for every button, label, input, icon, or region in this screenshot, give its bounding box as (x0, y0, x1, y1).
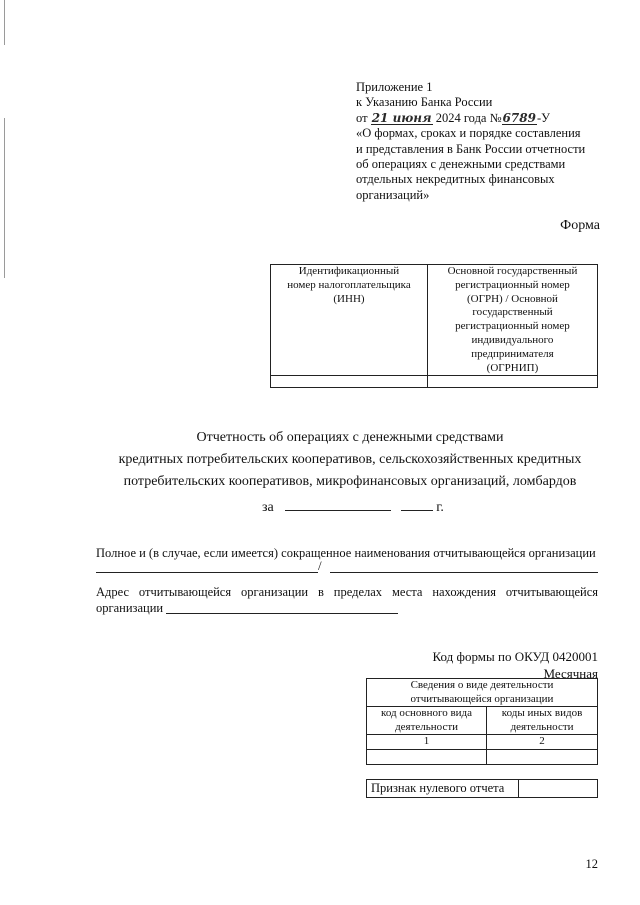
activity-header-cell (367, 679, 598, 707)
handwritten-number: 6789 (502, 110, 536, 125)
period-year-field[interactable] (401, 496, 433, 511)
other-activity-codes-header (487, 707, 598, 735)
address-label: Адрес отчитывающейся организации в пределах места нахождения отчитывающейся организации (96, 585, 598, 615)
org-name-label: Полное и (в случае, если имеется) сокращенное наименования отчитывающейся организации (96, 546, 596, 560)
inn-header-cell (271, 265, 428, 376)
id-table (270, 264, 598, 388)
zero-report-value-cell[interactable] (519, 780, 598, 798)
ogrn-header-line: индивидуального (471, 333, 554, 346)
column-number-2: 2 (487, 735, 598, 750)
ogrn-header-line: (ОГРН) / Основной (467, 292, 558, 305)
org-short-name-field[interactable] (330, 572, 598, 573)
scan-edge-mark (4, 0, 5, 45)
zero-report-label: Признак нулевого отчета (367, 780, 519, 798)
org-full-name-field[interactable] (96, 572, 318, 573)
page-number: 12 (585, 857, 598, 871)
inn-header-line: номер налогоплательщика (287, 278, 411, 291)
ogrn-header-line: (ОГРНИП) (486, 361, 539, 374)
report-title (60, 427, 640, 493)
other-activity-codes-cell[interactable] (487, 749, 598, 764)
ogrn-header-line: Основной государственный (447, 265, 578, 277)
annex-from: от (356, 110, 368, 125)
main-activity-code-header (367, 707, 487, 735)
period-month-field[interactable] (285, 496, 391, 511)
scan-edge-mark (4, 118, 5, 278)
annex-line: Приложение 1 (356, 80, 433, 94)
main-activity-code-cell[interactable] (367, 749, 487, 764)
annex-number-suffix: -У (536, 110, 550, 125)
okud-periodicity: Месячная (543, 666, 598, 681)
address-field[interactable] (166, 613, 398, 614)
annex-date-line (356, 111, 616, 126)
ogrn-header-line: регистрационный номер (455, 320, 570, 333)
column-header-line: код основного вида (381, 707, 473, 719)
ogrn-value-cell[interactable] (427, 376, 597, 388)
handwritten-date: 21 июня (371, 110, 432, 125)
annex-title-line: отдельных некредитных финансовых (356, 172, 555, 187)
okud-block (433, 648, 598, 682)
activity-table (366, 678, 598, 765)
org-name-separator: / (318, 558, 322, 573)
annex-line: к Указанию Банка России (356, 95, 493, 110)
report-title-line: кредитных потребительских кооперативов, сельскохозяйственных кредитных (118, 452, 582, 467)
inn-header-line: (ИНН) (333, 292, 365, 305)
column-number-1: 1 (367, 735, 487, 750)
activity-header-line: отчитывающейся организации (410, 692, 554, 705)
column-header-line: коды иных видов (501, 707, 583, 719)
column-header-line: деятельности (395, 720, 459, 733)
column-header-line: деятельности (510, 720, 574, 733)
activity-header-line: Сведения о виде деятельности (410, 679, 554, 691)
okud-code: Код формы по ОКУД 0420001 (432, 649, 598, 664)
annex-block (356, 80, 616, 203)
ogrn-header-line: государственный (472, 306, 553, 319)
annex-title-line: об операциях с денежными средствами (356, 157, 566, 172)
report-title-line: Отчетность об операциях с денежными средствами (196, 430, 504, 445)
report-period (262, 496, 444, 516)
ogrn-header-cell (427, 265, 597, 376)
form-label: Форма (560, 218, 600, 233)
inn-header-line: Идентификационный (298, 265, 400, 277)
period-prefix: за (262, 500, 274, 515)
period-suffix: г. (436, 500, 444, 515)
inn-value-cell[interactable] (271, 376, 428, 388)
zero-report-table (366, 779, 598, 798)
annex-title-line: организаций» (356, 187, 430, 202)
ogrn-header-line: регистрационный номер (455, 278, 570, 291)
annex-title-line: «О формах, сроках и порядке составления (356, 126, 581, 141)
annex-title-line: и представления в Банк России отчетности (356, 141, 586, 156)
report-title-line: потребительских кооперативов, микрофинансовых организаций, ломбардов (123, 474, 577, 489)
ogrn-header-line: предпринимателя (471, 347, 554, 360)
annex-year: 2024 года № (435, 110, 502, 125)
